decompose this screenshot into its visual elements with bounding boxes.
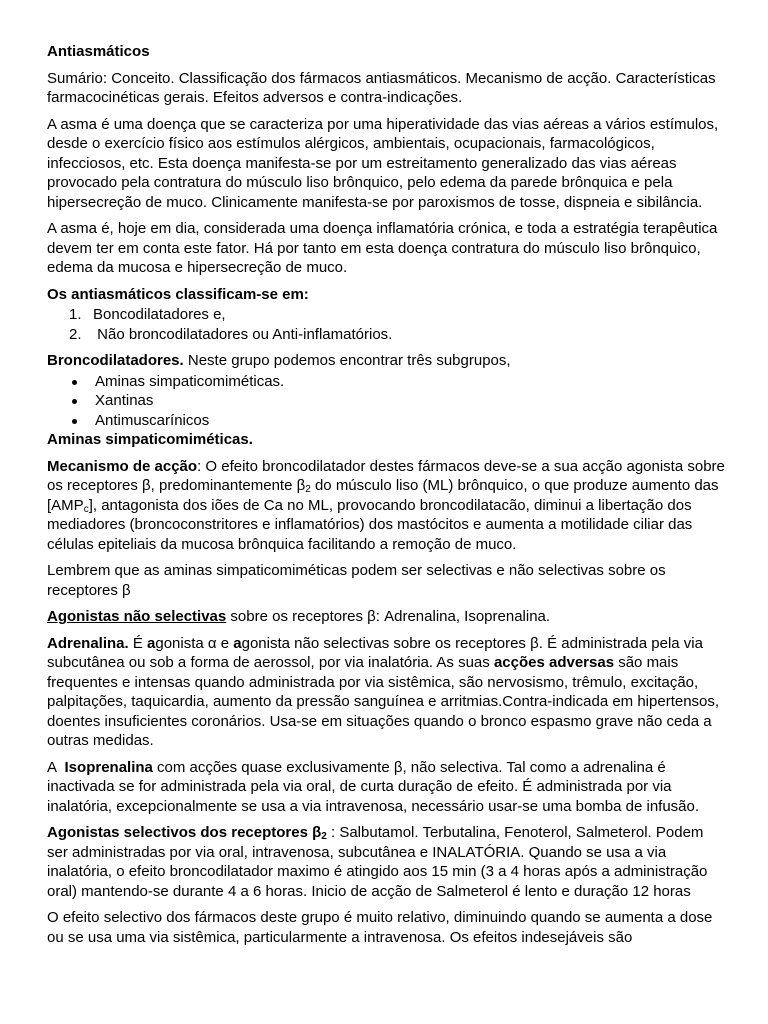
classification-list xyxy=(47,305,728,344)
selective-agonists-paragraph: Agonistas selectivos dos receptores $\beta_2$ : Salbutamol. Terbutalina, Fenoterol, Salmeterol. Podem ser administradas por via oral, intravenosa, subcutânea e INALATÓRIA. Quando se usa a via inalatória, o efeito broncodilatador maximo é atingido aos 15 min (3 a 4 horas após a administração oral) mantendo-se durante 4 a 6 horas. Inicio de acção de Salmeterol é lento e duração 12 horas xyxy=(47,824,708,900)
bronchodilators-list xyxy=(47,372,728,431)
section-heading-aminas: Aminas simpaticomiméticas. xyxy=(47,431,253,448)
list-item: Xantinas xyxy=(47,391,728,411)
paragraph-asthma-definition: A asma é uma doença que se caracteriza por uma hiperatividade das vias aéreas a vários estímulos, desde o exercício físico aos estímulos alérgicos, ambientais, ocupacionais, farmacológicos, infecciosos, etc. Esta doença manifesta-se por um estreitamento generalizado das vias aéreas provocado pela contratura do músculo liso brônquico, pelo edema da parede brônquica e pela hipersecreção de muco. Clinicamente manifesta-se por paroxismos de tosse, dispneia e sibilância. xyxy=(47,115,719,211)
bullet-icon xyxy=(72,419,77,424)
isoprenaline-paragraph: A Isoprenalina com acções quase exclusivamente β, não selectiva. Tal como a adrenalina é inactivada se for administrada pela via oral, de curta duração de efeito. É administrada por via inalatória, excepcionalmente se usa a via intravenosa, necessário usar-se uma bomba de infusão. xyxy=(47,758,700,815)
adrenaline-paragraph: Adrenalina. É agonista α e agonista não selectivas sobre os receptores β. É administrada pela via subcutânea ou sob a forma de aerossol, por via inalatória. As suas acções adversas são mais frequentes e intensas quando administrada por via sistêmica, são nervosismo, trêmulo, excitação, palpitações, taquicardia, aumento da pressão sanguínea e arritmias.Contra-indicada em hipertensos, doentes insuficientes coronários. Usa-se em situações quando o bronco espasmo grave não ceda a outras medidas. xyxy=(47,634,720,749)
list-number: 2. xyxy=(69,325,82,343)
bullet-icon xyxy=(72,399,77,404)
list-item-text: Não broncodilatadores ou Anti-inflamatórios. xyxy=(93,325,393,343)
bronchodilators-label: Broncodilatadores. xyxy=(47,352,184,369)
classification-heading: Os antiasmáticos classificam-se em: xyxy=(47,285,309,303)
bronchodilators-paragraph xyxy=(47,351,728,371)
paragraph-asthma-inflammatory: A asma é, hoje em dia, considerada uma doença inflamatória crónica, e toda a estratégia terapêutica devem ter em conta este fator. Há por tanto em esta doença contratura do músculo liso brônquico, edema da mucosa e hipersecreção de muco. xyxy=(47,220,718,276)
paragraph-selectivity-relative: O efeito selectivo dos fármacos deste grupo é muito relativo, diminuindo quando se aumenta a dose ou se usa uma via sistêmica, particularmente a intravenosa. Os efeitos indesejáveis são xyxy=(47,909,713,946)
list-item: Antimuscarínicos xyxy=(47,411,728,431)
mechanism-paragraph: Mecanismo de acção: O efeito broncodilatador destes fármacos deve-se a sua acção agonista sobre os receptores β, predominantemente $\beta_2$ do músculo liso (ML) brônquico, o que produze aumento das $[AMP_c]$, antagonista dos iões de Ca no ML, provocando broncodilatacão, diminui a libertação dos mediadores (broncoconstritores e inflamatórios) dos mastócitos e aumenta a motilidade ciliar das células epiteliais da mucosa brônquica facilitando a remoção de muco. xyxy=(47,457,725,553)
bronchodilators-text: Neste grupo podemos encontrar três subgrupos, xyxy=(183,352,511,369)
list-item xyxy=(47,305,728,325)
list-item: Aminas simpaticomiméticas. xyxy=(47,372,728,392)
list-item-text: Boncodilatadores e, xyxy=(93,306,226,323)
list-number: 1. xyxy=(69,306,82,323)
paragraph-selectivity-note: Lembrem que as aminas simpaticomiméticas podem ser selectivas e não selectivas sobre os receptores β xyxy=(47,562,666,599)
non-selective-agonists-paragraph: Agonistas não selectivas sobre os receptores β: Adrenalina, Isoprenalina. xyxy=(47,608,551,625)
summary-paragraph: Sumário: Conceito. Classificação dos fármacos antiasmáticos. Mecanismo de acção. Características farmacocinéticas gerais. Efeitos adversos e contra-indicações. xyxy=(47,69,716,106)
document-title: Antiasmáticos xyxy=(47,43,150,60)
bullet-icon xyxy=(72,380,77,385)
list-item xyxy=(47,325,728,345)
